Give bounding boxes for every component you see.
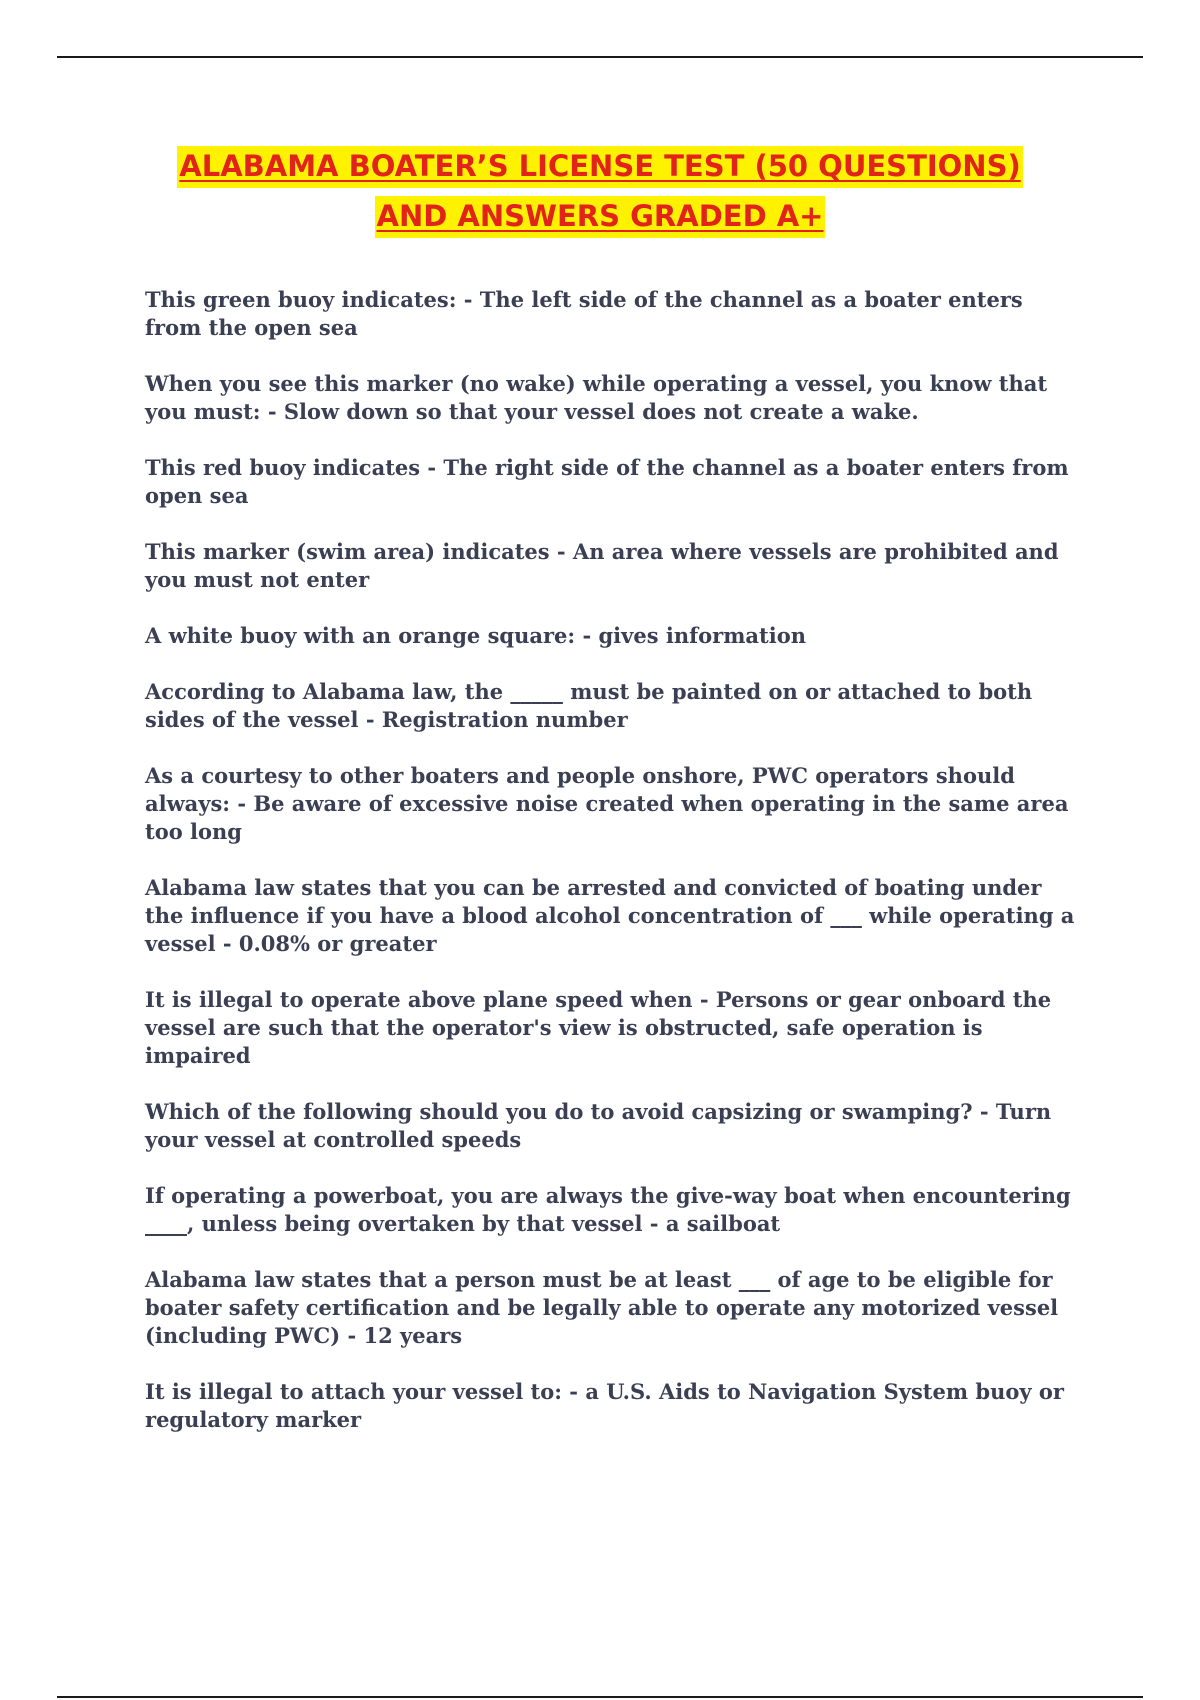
qa-item-2: When you see this marker (no wake) while operating a vessel, you know that you must: - Slow down so that your vessel does not create a wake. bbox=[145, 371, 1048, 424]
qa-item-13: It is illegal to attach your vessel to: - a U.S. Aids to Navigation System buoy or regulatory marker bbox=[145, 1379, 1064, 1432]
qa-item-3: This red buoy indicates - The right side of the channel as a boater enters from open sea bbox=[145, 455, 1069, 508]
qa-item-12: Alabama law states that a person must be at least ___ of age to be eligible for boater safety certification and be legally able to operate any motorized vessel (including PWC) - 12 years bbox=[145, 1267, 1059, 1348]
qa-item-7: As a courtesy to other boaters and people onshore, PWC operators should always: - Be aware of excessive noise created when operating in the same area too long bbox=[145, 763, 1069, 844]
qa-item-5: A white buoy with an orange square: - gives information bbox=[145, 623, 806, 648]
top-rule bbox=[57, 56, 1143, 58]
qa-item-6: According to Alabama law, the _____ must be painted on or attached to both sides of the vessel - Registration number bbox=[145, 679, 1033, 732]
document-title bbox=[100, 146, 1100, 246]
title-line-2: AND ANSWERS GRADED A+ bbox=[375, 196, 826, 238]
qa-list bbox=[145, 286, 1080, 1462]
bottom-rule bbox=[57, 1696, 1143, 1698]
qa-item-11: If operating a powerboat, you are always the give-way boat when encountering ____, unless being overtaken by that vessel - a sailboat bbox=[145, 1183, 1071, 1236]
qa-item-4: This marker (swim area) indicates - An area where vessels are prohibited and you must not enter bbox=[145, 539, 1059, 592]
title-line-1: ALABAMA BOATER’S LICENSE TEST (50 QUESTIONS) bbox=[177, 146, 1022, 188]
qa-item-8: Alabama law states that you can be arrested and convicted of boating under the influence if you have a blood alcohol concentration of ___ while operating a vessel - 0.08% or greater bbox=[145, 875, 1075, 956]
qa-item-10: Which of the following should you do to avoid capsizing or swamping? - Turn your vessel at controlled speeds bbox=[145, 1099, 1052, 1152]
qa-item-1: This green buoy indicates: - The left side of the channel as a boater enters from the open sea bbox=[145, 287, 1023, 340]
qa-item-9: It is illegal to operate above plane speed when - Persons or gear onboard the vessel are such that the operator's view is obstructed, safe operation is impaired bbox=[145, 987, 1052, 1068]
